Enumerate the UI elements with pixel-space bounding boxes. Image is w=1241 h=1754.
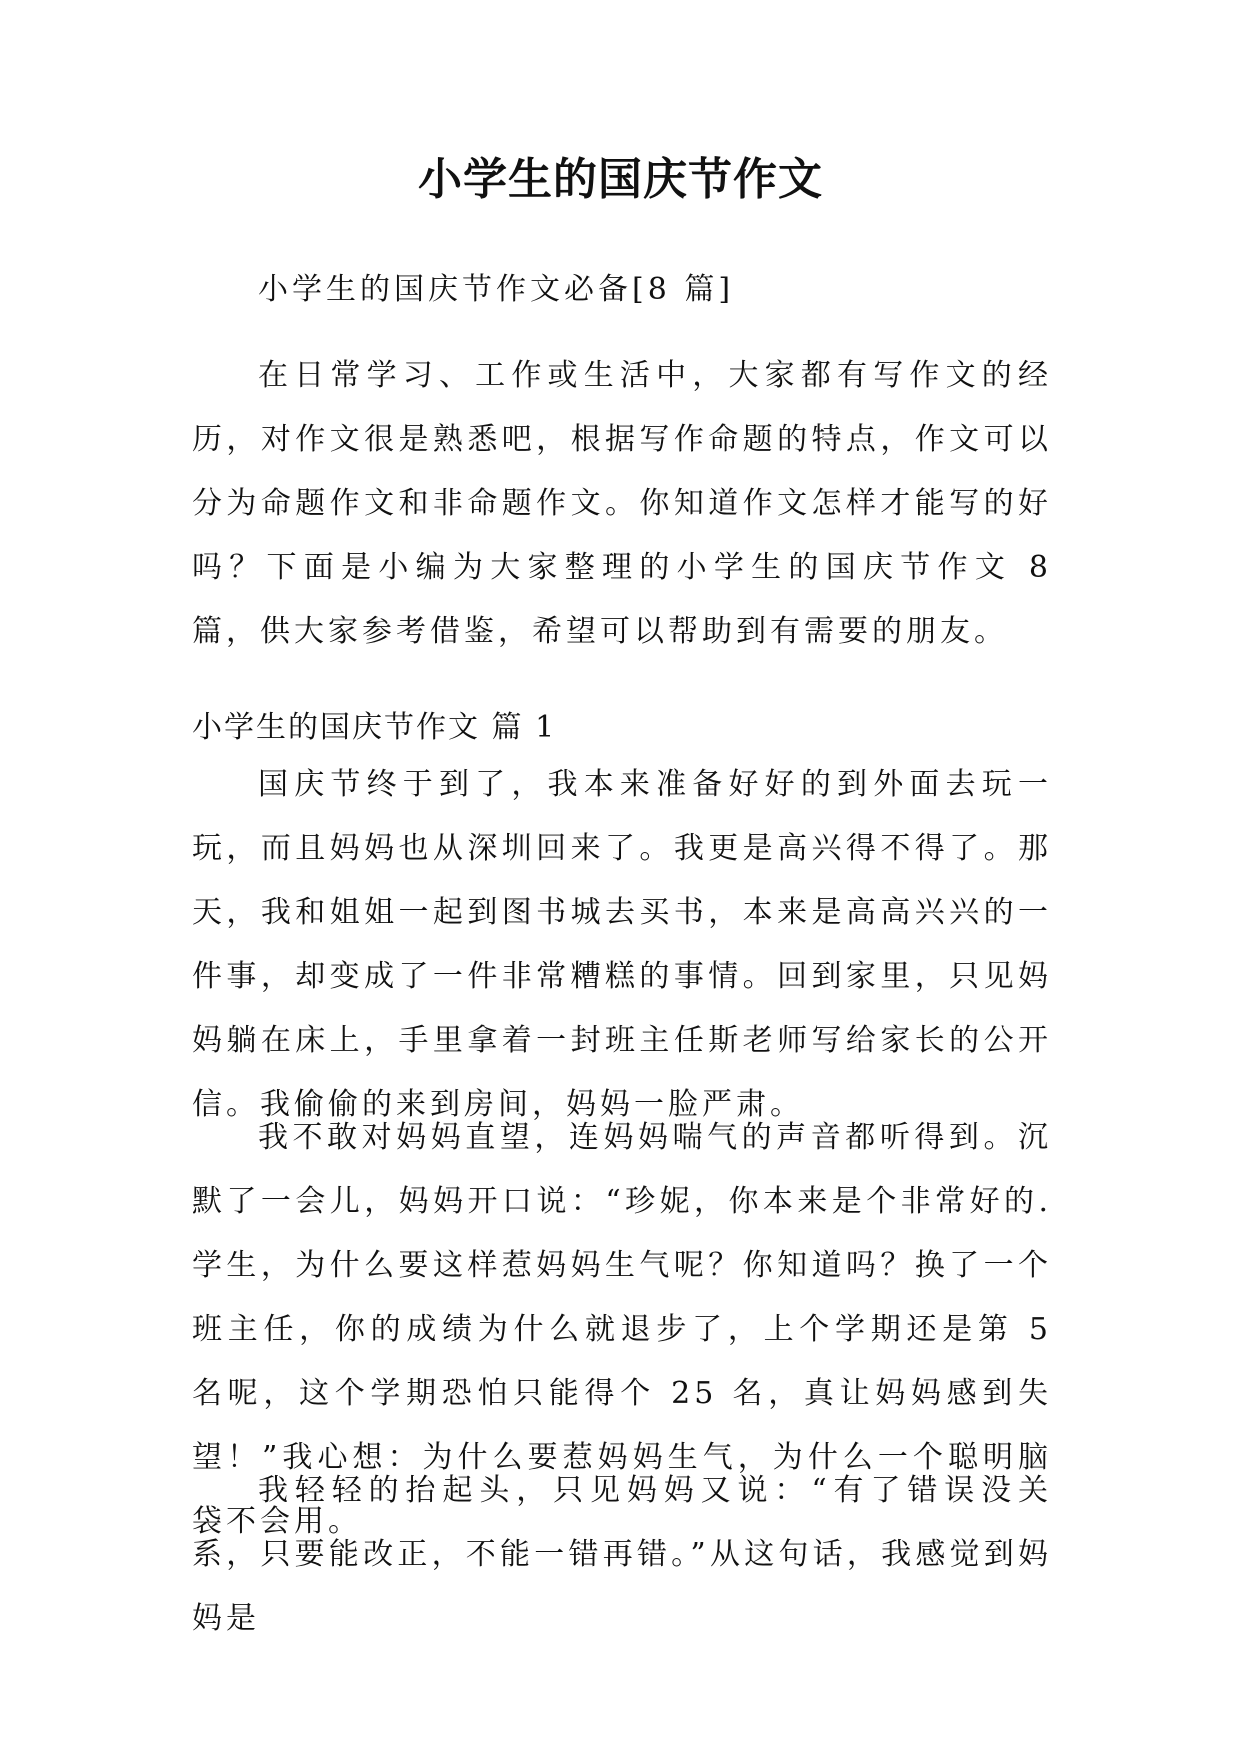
intro-paragraph: 在日常学习、工作或生活中，大家都有写作文的经历，对作文很是熟悉吧，根据写作命题的特点，作文可以分为命题作文和非命题作文。你知道作文怎样才能写的好吗？下面是小编为大家整理的小学生的国庆节作文 8 篇，供大家参考借鉴，希望可以帮助到有需要的朋友。: [192, 358, 1052, 649]
intro-title: 小学生的国庆节作文必备[8 篇]: [258, 272, 735, 307]
body-paragraph: 我不敢对妈妈直望，连妈妈喘气的声音都听得到。沉默了一会儿，妈妈开口说：“珍妮，你本来是个非常好的.学生，为什么要这样惹妈妈生气呢？你知道吗？换了一个班主任，你的成绩为什么就退步了，上个学期还是第 5 名呢，这个学期恐怕只能得个 25 名，真让妈妈感到失望！”我心想：为什么要惹妈妈生气，为什么一个聪明脑袋不会用。: [192, 1120, 1052, 1539]
section-heading: 小学生的国庆节作文 篇 1: [192, 710, 557, 745]
document-title: 小学生的国庆节作文: [418, 154, 823, 205]
body-paragraph: 国庆节终于到了，我本来准备好好的到外面去玩一玩，而且妈妈也从深圳回来了。我更是高兴得不得了。那天，我和姐姐一起到图书城去买书，本来是高高兴兴的一件事，却变成了一件非常糟糕的事情。回到家里，只见妈妈躺在床上，手里拿着一封班主任斯老师写给家长的公开信。我偷偷的来到房间，妈妈一脸严肃。: [192, 767, 1052, 1122]
body-paragraph: 我轻轻的抬起头，只见妈妈又说：“有了错误没关系，只要能改正，不能一错再错。”从这句话，我感觉到妈妈是: [192, 1473, 1052, 1636]
